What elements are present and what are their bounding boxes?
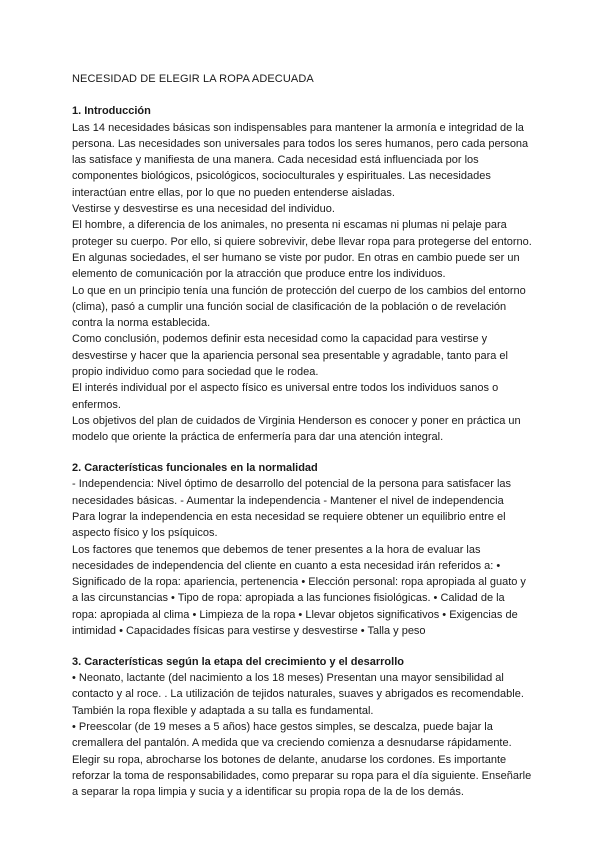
section-heading: 2. Características funcionales en la normalidad — [72, 462, 318, 475]
paragraph: - Independencia: Nivel óptimo de desarrollo del potencial de la persona para satisfacer las necesidades básicas. - Aumentar la independencia - Mantener el nivel de independencia — [72, 478, 512, 507]
paragraph: Para lograr la independencia en esta necesidad se requiere obtener un equilibrio entre el aspecto físico y los psíquicos. — [72, 510, 506, 540]
paragraph: El interés individual por el aspecto físico es universal entre todos los individuos sanos o enfermos. — [72, 382, 499, 411]
section-introduccion — [72, 103, 532, 445]
paragraph: En algunas sociedades, el ser humano se viste por pudor. En otras en cambio puede ser un elemento de comunicación por la atracción que produce entre los individuos. — [72, 251, 520, 281]
paragraph: • Preescolar (de 19 meses a 5 años) hace gestos simples, se descalza, puede bajar la cremallera del pantalón. A medida que va creciendo comienza a desnudarse rápidamente. Elegir su ropa, abrocharse los botones de delante, anudarse los cordones. Es importante reforzar la toma de responsabilidades, como preparar su ropa para el día siguiente. Enseñarle a separar la ropa limpia y sucia y a identificar su propia ropa de la de los demás. — [72, 720, 532, 799]
section-heading: 3. Características según la etapa del crecimiento y el desarrollo — [72, 655, 404, 668]
paragraph: Los factores que tenemos que debemos de tener presentes a la hora de evaluar las necesidades de independencia del cliente en cuanto a esta necesidad irán referidos a: • Significado de la ropa: apariencia, pertenencia • Elección personal: ropa apropiada al guato y a las circunstancias • Tipo de ropa: apropiada a las funciones fisiológicas. • Calidad de la ropa: apropiada al clima • Limpieza de la ropa • Llevar objetos significativos • Exigencias de intimidad • Capacidades físicas para vestirse y desvestirse • Talla y peso — [72, 543, 526, 637]
document-page — [72, 71, 532, 815]
section-etapa-crecimiento — [72, 654, 532, 801]
document-title: NECESIDAD DE ELEGIR LA ROPA ADECUADA — [72, 73, 314, 85]
paragraph: Los objetivos del plan de cuidados de Virginia Henderson es conocer y poner en práctica un modelo que oriente la práctica de enfermería para dar una atención integral. — [72, 414, 521, 444]
section-heading: 1. Introducción — [72, 105, 151, 118]
paragraph: • Neonato, lactante (del nacimiento a los 18 meses) Presentan una mayor sensibilidad al contacto y al roce. . La utilización de tejidos naturales, suaves y abrigados es recomendable. También la ropa flexible y adaptada a su talla es fundamental. — [72, 672, 524, 717]
paragraph: Las 14 necesidades básicas son indispensables para mantener la armonía e integridad de la persona. Las necesidades son universales para todos los seres humanos, pero cada persona las satisface y manifiesta de una manera. Cada necesidad está influenciada por los componentes biológicos, psicológicos, socioculturales y espirituales. Las necesidades interactúan entre ellas, por lo que no pueden entenderse aisladas. — [72, 121, 529, 199]
paragraph: El hombre, a diferencia de los animales, no presenta ni escamas ni plumas ni pelaje para proteger su cuerpo. Por ello, si quiere sobrevivir, debe llevar ropa para protegerse del entorno. — [72, 219, 532, 248]
paragraph: Vestirse y desvestirse es una necesidad del individuo. — [72, 203, 335, 216]
paragraph: Lo que en un principio tenía una función de protección del cuerpo de los cambios del entorno (clima), pasó a cumplir una función social de clasificación de la población o de revelación contra la norma establecida. — [72, 284, 526, 330]
paragraph: Como conclusión, podemos definir esta necesidad como la capacidad para vestirse y desvestirse y hacer que la apariencia personal sea presentable y agradable, tanto para el propio individuo como para sociedad que le rodea. — [72, 333, 508, 379]
section-caracteristicas-funcionales — [72, 460, 532, 639]
